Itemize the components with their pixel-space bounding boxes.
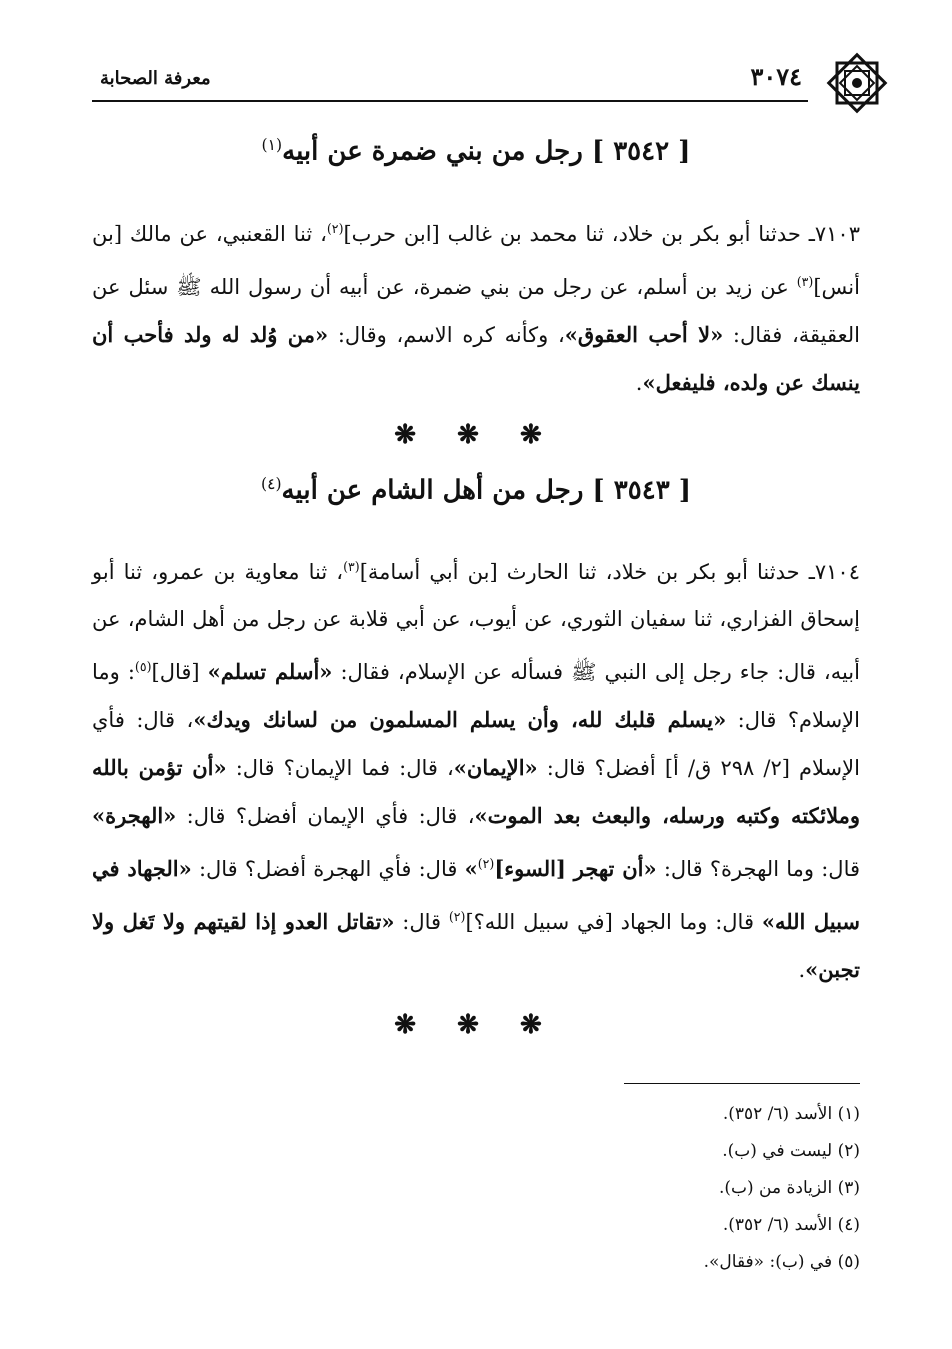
text-run: ، قال: فما الإيمان؟ قال: <box>226 756 454 780</box>
hadith-paragraph <box>92 205 860 407</box>
quote-text: «لا أحب العقوق» <box>564 322 724 347</box>
footnote: (٣) الزيادة من (ب). <box>718 1178 860 1198</box>
footnote: (٢) ليست في (ب). <box>722 1141 860 1161</box>
text-run: قال: وما الجهاد [في سبيل الله؟] <box>465 910 762 934</box>
footnote-marker: (٣) <box>343 559 360 574</box>
footnote-rule <box>624 1083 860 1084</box>
quote-text: » <box>464 856 478 881</box>
text-run: قال: فأي الهجرة أفضل؟ قال: <box>191 857 465 881</box>
quote-text: «الإيمان» <box>453 755 538 780</box>
footnote-marker: (٢) <box>477 856 495 871</box>
text-run: ، قال: فأي الإيمان أفضل؟ قال: <box>176 804 475 828</box>
footnote-marker: (٢) <box>448 909 466 924</box>
footnotes-list <box>400 1096 860 1281</box>
footnote: (١) الأسد (٦/ ٣٥٢). <box>722 1104 860 1124</box>
quote-text: «الجهاد في سبيل الله» <box>92 856 861 934</box>
star-ornament-icon <box>824 50 890 116</box>
hadith-paragraph <box>92 543 860 994</box>
text-run: ٧١٠٤ـ حدثنا أبو بكر بن خلاد، ثنا الحارث [بن أبي أسامة] <box>359 560 860 584</box>
quote-text: «أن تؤمن بالله وملائكته وكتبه ورسله، والبعث بعد الموت» <box>92 755 860 828</box>
section-separator: ❋ ❋ ❋ <box>394 1010 558 1040</box>
section-heading <box>60 475 892 506</box>
footnote-marker: (٥) <box>134 659 152 674</box>
text-run: ، ثنا معاوية بن عمرو، ثنا أبو إسحاق الفزاري، ثنا سفيان الثوري، عن أيوب، عن أبي قلابة عن رجل من أهل الشام، عن أبيه، قال: جاء رجل إلى النبي ﷺ فسأله عن الإسلام، فقال: <box>92 560 860 684</box>
footnote-marker: (٣) <box>796 274 814 289</box>
text-run: [قال] <box>151 660 208 684</box>
quote-text: «الهجرة» <box>92 803 177 828</box>
footnote: (٤) الأسد (٦/ ٣٥٢). <box>722 1215 860 1235</box>
text-run: . <box>798 958 806 982</box>
heading-text: [ ٣٥٤٣ ] رجل من أهل الشام عن أبيه <box>281 475 692 506</box>
quote-text: «من وُلد له ولد فأحب أن ينسك عن ولده، فليفعل» <box>92 322 860 395</box>
footnote: (٥) في (ب): «فقال». <box>703 1252 860 1272</box>
text-run: ، وكأنه كره الاسم، وقال: <box>328 323 565 347</box>
text-run: عن زيد بن أسلم، عن رجل من بني ضمرة، عن أبيه أن رسول الله ﷺ سئل عن العقيقة، فقال: <box>92 275 860 347</box>
footnote-marker: (٢) <box>326 221 344 236</box>
text-run: . <box>635 371 643 395</box>
footnote-marker: (٤) <box>260 475 282 493</box>
text-run: قال: <box>394 910 449 934</box>
section-heading <box>60 136 892 167</box>
quote-text: «تقاتل العدو إذا لقيتهم ولا تَغل ولا تجبن» <box>92 909 860 982</box>
running-header <box>92 50 860 110</box>
section-separator: ❋ ❋ ❋ <box>394 420 558 450</box>
text-run: ٧١٠٣ـ حدثنا أبو بكر بن خلاد، ثنا محمد بن غالب [ابن حرب] <box>343 222 860 246</box>
heading-text: [ ٣٥٤٢ ] رجل من بني ضمرة عن أبيه <box>282 136 691 167</box>
quote-text: «أسلم تسلم» <box>207 659 333 684</box>
text-run: قال: وما الهجرة؟ قال: <box>656 857 861 881</box>
book-title: معرفة الصحابة <box>100 68 211 89</box>
header-rule <box>92 100 808 102</box>
footnote-marker: (١) <box>261 136 283 154</box>
quote-text: «أن تهجر [السوء] <box>494 856 657 881</box>
text-run: ، قال: فأي الإسلام [٢/ ٢٩٨ ق/ أ] أفضل؟ قال: <box>92 708 860 780</box>
page-number: ٣٠٧٤ <box>750 62 802 91</box>
quote-text: «يسلم قلبك لله، وأن يسلم المسلمون من لسانك ويدك» <box>193 707 727 732</box>
text-run: ، ثنا القعنبي، عن مالك [بن أنس] <box>92 222 860 299</box>
text-run: : وما الإسلام؟ قال: <box>92 660 860 732</box>
